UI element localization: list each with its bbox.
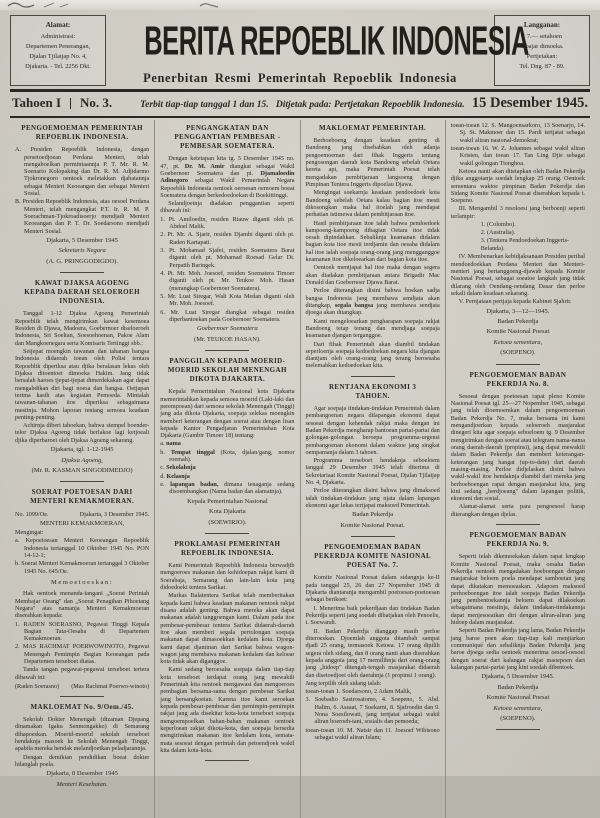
article [160, 540, 294, 761]
centered-line: Kota Djakarta [209, 508, 246, 516]
centered-line: (Mr. TEUKOE HASAN). [194, 335, 261, 343]
frequency-note: Terbit tiap-tiap tanggal 1 dan 15. [140, 100, 269, 110]
split-part: Djakarta, 3 Desember 1945. [79, 510, 150, 518]
column-4 [446, 120, 590, 818]
paragraph: I. Menerima baik pekerdjaan dan tindakan Badan Pekerdja seperti jang soedah dibatjakan oleh Penoelis, t. Soewandi. [305, 604, 440, 627]
centered-line: Menteri Kesehatan. [56, 780, 108, 788]
paragraph: Kami sedang beroesaha soepaja dalam tiap-tiap kota terseboet terdapat orang jang mewakili Pemerintah kita oentoek mengawasi dan mengoeroes pembagian bersama-sama dengan pembesar Sarikat jang bersangkoetan. Karena itoe kami seroekan kepada pembesar-pembesar dan pemimpin-pemimpin rakjat jang ada disekitar kota-kota terseboet soepaja mengoempoelkan bahan-bahan makanan oentoek keperloean rakjat dikota-kota, dan soepaja bersedia mengirimkan makanan itoe kedalam kota, semata-mata sesoeai dengan perintah dan petoendjoek wakil kita dalam kota-kota. [160, 666, 295, 754]
list-item: 1. (Colombo). [480, 221, 516, 229]
paragraph: Berhoeboeng dengan keadaan genting di Bandoeng jang disebabkan oleh adanja pengoemoeman dari fihak Inggeris tentang pengosongan daerah kota Bandoeng sebelah Oetara kereta api, maka Pemerintah Poesat telah mengadakan pembitjaraan langsoeng dengan Pimpinan Tentera Inggeris dipoelau Djawa. [305, 137, 440, 188]
article [15, 488, 149, 697]
paragraph: Programma terseboet hendaknja seboeloem tanggal 29 Desember 1945 telah diterima di Sekretariaat Komite Nasional Poesat, Djalan Tjilatjap No. 4, Djakarta. [305, 457, 440, 487]
masthead [0, 10, 600, 86]
article [451, 371, 585, 526]
centered-line: Komite Nasional Poesat [486, 694, 550, 702]
list-item: toean-toean 12. S. Mangoensarkoro, 13 Soenarjo, 14. Sj. St. Makmoer dan 15. Pardi tertjatat sebagai wakil aliran nasional-demokrat; [450, 122, 585, 144]
title-block [106, 15, 529, 86]
article [160, 357, 294, 534]
article-heading: KAWAT DJAKSA AGOENG KEPADA DAERAH SELOEROEH INDONESIA. [24, 279, 140, 306]
address-box [10, 15, 106, 86]
list-item: 3. Soebadio Sastrosatomo, 4. Soepeno, 5. Abd. Halim, 6. Assaat, 7 Soekarni, 8. Sjafroedin dan 9. Nona Soesilowati, jang tertjatat sebagai wakil aliran boeroeh-tani, sosialis dan pemoeda; [305, 696, 440, 726]
list-item: 3. Pt. Mohamad Sjafei, residen Soematera Barat diganti oleh pt. Mohamad Roesad Gelar Dt. Perpatih Baringek. [160, 247, 295, 269]
article [160, 124, 294, 351]
centered-line: (Mr. R. KASMAN SINGODIMEDJO) [31, 466, 133, 474]
box-line: Tel. Dng. 87 - 89. [519, 62, 565, 70]
address-box-lines [13, 32, 103, 72]
paragraph: toean-toean 1. Soedarsono, 2 Adam Malik, [305, 688, 412, 696]
list-item: d. Kelasnja [160, 472, 190, 480]
article-heading: PENGOEMOEMAN BADAN PEKERDJA KOMITE NASIONAL POESAT No. 7. [314, 543, 432, 570]
paragraph: Mengingat: [15, 528, 44, 536]
article-divider [496, 364, 540, 365]
box-line: dibajar dimoeka. [520, 42, 564, 50]
split-part: (Mas Rachmat Poerwo-winoto) [71, 683, 150, 691]
centered-line: (SOEWIRJO). [208, 518, 247, 526]
dateline-separator [70, 98, 71, 109]
article-heading: PENGOEMOEMAN BADAN PEKERDJA No. 9. [469, 531, 567, 549]
list-item: 1. Pt. Amiloedin, residen Riauw diganti oleh pt. Abdoel Malik. [160, 215, 295, 231]
subscription-box-title: Langganan: [523, 21, 561, 29]
paragraph: Sesoeai dengan poetoesan rapat pleno Komite Nasional Poesat tgl. 25—27 Nopember 1945, sebagai jang telah dioemoemkan dalam pengoemoeman Badan Pekerdja No. 7, maka bersama ini kami mengandjoerkan kepada seloeroeh masjarakat dinegeri kita agar soepaja seboeloem tg. 9 Desember mengirimkan dengan soerat atau telegram nama-nama orang daerah-daerah (propinsi), jang dapat mewakili dalam Badan Pekerdja dan memberi keterangan-keterangan jang hangat (up-to-date) dari daerah masing-masing. Perloe didjelaskan disini bahwa wakil-wakil itoe hendaknja diambil dari mereka jang berhoeboengan rapat dengan masjarakat kita, jang kini sedang „berdjoeang" dalam lapangan politik, ekonomi dan sosial. [450, 392, 585, 503]
centered-line: Djakarta, tgl. 1-12-1945 [50, 446, 114, 454]
paragraph: Markas Balatentera Sarikat telah memberitakan kepada kami bahwa keadaan makanan oentoek rakjat disana adalah genting. Bahwa mereka akan dapat makanan adalah tanggoengan kami. Dalam pada itoe pembesar-pembesar tentera Sarikat didaerah-daerah itoe akan memberi segala pertolongan soepaja makanan dapat dimasoekkan kedalam kota. Djoega kami dapat djaminan dari Sarikat bahwa wagon-wagon jang membawa makanan kedalam dan keloear kota tidak akan diganggoe. [160, 592, 295, 666]
article [15, 279, 149, 482]
centered-line: Djaksa Agoeng, [61, 456, 103, 464]
centered-line: Goebernoer Soematera [196, 325, 258, 333]
list-item: 5. Mr. Luat Siregar, Wali Kota Medan diganti oleh Mr. Moh. Joesoef. [160, 292, 295, 308]
paragraph: Dengan demikian pendidikan boeat dokter hilanglah poela. [15, 753, 150, 768]
article-divider [205, 760, 249, 761]
paragraph: III. Mengambil 3 resoloesi jang berboenji seperti terlampir: [450, 205, 585, 220]
centered-line: (SOEPENO). [500, 714, 536, 722]
centered-line: Djakarta, 8 Desember 1945 [46, 770, 118, 778]
paragraph: Dari fihak Pemerintah akan diambil tindakan seperloenja soepaja kedoedoekan negara kita djangan diantjam oleh orang-orang jang terang beroesaha melemahkan kedoedoekan kita. [305, 340, 440, 370]
centered-line: MENTERI KEMAKMOERAN, [40, 519, 125, 527]
list-item: b. Tempat tinggal (Kota, djalan/gang, nomor roemah). [160, 448, 295, 464]
list-item: toean-toean 10. M. Natsir dan 11. Joesoef Wibisono sebagai wakil aliran Islam; [305, 726, 440, 742]
article-heading: MAKLOEMAT No. 9/Oem./45. [30, 703, 134, 712]
volume-label: Tahoen I [12, 95, 62, 110]
article-divider [496, 524, 540, 525]
paragraph: II. Badan Pekerdja dianggap masih perloe diteroeskan. Djoemlah anggota ditambah sampai djadi 25 orang, termasoek Ketoea. 17 orang dipilih segera oleh sidang, dan 8 orang nanti akan diserahkan kepada anggota jang 17 memilihnja dari orang-orang jang „hidoep" ditengah-tengah masjarakat didaerah dan disetoedjoei oleh daerahnja (1 propinsi 1 orang). [305, 627, 440, 679]
split-part: (Raden Soerasno) [15, 683, 60, 691]
article [306, 543, 440, 741]
box-line: ƒ 7.— setahoen [522, 32, 562, 40]
column-2 [155, 120, 300, 818]
scan-edge-artifact [0, 0, 600, 10]
article-heading: PROKLAMASI PEMERINTAH REPOEBLIK INDONESIA. [174, 539, 281, 558]
paragraph: Dengan ketetapan kita tg. 5 Desember 1945 no. 47, pt. Dr. M. Amir diangkat sebagai Wakil Goebernoer Soematera dan pt. Djamaloedin Adinegoro sebagai Wakil Pemerintah Negara Repoeblik Indonesia oentoek oeroesan oemoem boeat Soematera dengan berkedoedoekan di Boekittinggi. [160, 155, 295, 199]
paragraph: Seperti Badan Pekerdja jang lama, Badan Pekerdja jang baroe poen akan tiap-tiap kali menjiarkan communiqué dan sebaliknja Badan Pekerdja jang baroe djoega sedia oentoek menerima oesoel-oesoel dengan soerat dari kalangan rakjat maoepoen dari kalangan partai-partai jang kini soedah dibentoek. [450, 627, 585, 671]
article-divider [496, 729, 540, 730]
paragraph: Sekolah Dokter Menengah (dizaman Djepang dinamakan Igaku Senmongakko) di Semarang dihapoeskan. Moerid-moerid sekolah terseboet hendaknja masoek ke Sekolah Menengah Tinggi, apabila mereka hendak melandjoetkan peladjarannja. [15, 716, 150, 753]
paragraph: V. Pernjataan pertjaja kepada Kabinet Sjahrir. [458, 298, 572, 306]
centered-line: Ketoea sementara, [493, 704, 543, 712]
paragraph: Tanda tangan pegawai-pegawai terseboet tertera dibawah ini: [15, 666, 150, 681]
centered-line: Djakarta, 5 Desember 1945 [46, 236, 118, 244]
article [451, 531, 585, 730]
article [306, 124, 440, 377]
centered-line: Badan Pekerdja [352, 511, 394, 519]
split-part: No. 1099/Oe. [15, 510, 49, 518]
paper-subtitle: Penerbitan Resmi Pemerintah Repoeblik Indonesia [143, 71, 457, 85]
list-item: b. Soerat Menteri Kemakmoeran tertanggal 3 Oktober 1945 No. 645/Oe. [15, 560, 150, 575]
paragraph: Agar soepaja tindakan-tindakan Pemerintah dalam pembangoenan negara dilapangan ekonomi dapat sesoeai dengan kehendak rakjat maka dengan ini Badan Pekerdja mengharap bantoean partai-partai dan golongan-golongan beroepa programma-urgensi pembangoenan ekonomi dalam waktoe jang singkat oempamanja dalam 3 tahoen. [305, 404, 440, 456]
address-box-title: Alamat: [45, 21, 71, 29]
paragraph: Komite Nasional Poesat dalam sidangnja ke-II pada tanggal 25, 26 dan 27 Nopember 1945 di Djakarta diantaranja mengambil poetoesan-poetoesan sebagai berikoet: [305, 574, 440, 604]
article-divider [60, 696, 104, 697]
centered-line: Kepala Pemerintahan Nasional [187, 497, 268, 505]
paper-title: BERITA REPOEBLIK INDONESIA [144, 17, 529, 64]
article-divider [351, 536, 395, 537]
article [15, 703, 149, 789]
column-3 [301, 120, 446, 818]
paragraph: Kami mengeloearkan pengharapan soepaja rakjat Bandoeng tetap tenang dan mendjaga soepaja keamanan djangan terganggoe. [305, 317, 440, 340]
split-line [15, 511, 149, 518]
article-heading: PENGOEMOEMAN PEMERINTAH REPOEBLIK INDONESIA. [21, 124, 143, 142]
box-line: Pertjetakan: [526, 52, 558, 60]
list-item: c. Sekolahnja [160, 464, 196, 472]
list-item: a. nama [160, 440, 181, 448]
box-line: Djalan Tjilatjap No. 4, [29, 52, 87, 60]
article-divider [60, 481, 104, 482]
list-item: 2. MAS RACHMAT POERWOWINOTO, Pegawai Menengah Pemimpin Bagian Keoeangan pada Departemen terseboet diatas. [15, 643, 150, 666]
columns [10, 120, 590, 818]
article-heading: RENTJANA EKONOMI 3 TAHOEN. [328, 382, 417, 400]
pencil-marks-decoration [4, 0, 244, 10]
column-1 [10, 120, 155, 818]
box-line: Departemen Penerangan, [25, 42, 91, 50]
paragraph: Alamat-alamat serta para pengoesoel harap diterangkan dengan djelas. [450, 503, 585, 518]
article [451, 122, 585, 365]
list-item: toean-toean 16. W. Z. Johannes sebagai wakil aliran Kristen, dan toean 17. Tan Ling Djie sebagai wakil golongan Tionghoa. [450, 144, 585, 167]
article [306, 383, 440, 537]
list-item: 2. Pt. Mr. A. Sjarir, residen Djambi diganti oleh pt. Raden Kartapati. [160, 231, 295, 246]
list-item: a. Kepoetoesan Menteri Keoeangan Repoeblik Indonesia tertanggal 10 Oktober 1945 No. PON 14-12-1; [15, 537, 150, 559]
list-item: 6. Mr. Luat Siregar diangkat sebagai residen diperbantoekan pada Goebernoer Soematera. [160, 308, 295, 323]
article-heading: PENGANGKATAN DAN PENGGANTIAN PEMBESAR - PEMBESAR SOEMATERA. [174, 124, 281, 151]
centered-line: Komite Nasional Poesat [486, 328, 550, 336]
list-item: 1. RADEN SOERASNO, Pegawai Tinggi Kepala Bagian Tata-Oesaha di Departemen Kemakmoeran. [15, 620, 150, 643]
centered-line: Djakarta, 3—12—1945. [486, 307, 550, 315]
split-line [15, 683, 149, 690]
paragraph: Setjepat moengkin tawanan dan tahanan bangsa Indonesia didaerah toean oleh Polisi tentara Repoeblik diperiksa atau djika beralasan lekas oleh Djaksa ditoentoet dimoeka Hakim. Jang tidak bersalah haroes tjepat-tjepat dimerdekakan agar dapat mengabdikan diri bagi noesa dan bangsa. Oetjapan terima kasih atas kegiatan Pemoeda. Mintalah tawanan-tahanan itoe diperiksa sebagaimana mestinja. Mohon laporan tentang semoea keadaan penting-penting. [15, 348, 150, 421]
paragraph: Jang terpilih oleh sidang ialah: [305, 679, 382, 687]
box-line: Administrasi: [40, 32, 76, 40]
article-divider [205, 350, 249, 351]
paragraph: Tanggal 1-12 Djaksa Agoeng Pemerintah Repoeblik telah mengirimkan kawat kesemoea Residen di Djawa, Madoera, Goebernoer diseloeroeh Indonesia, Sri Soeltan, Soesoehoenan, Pakoe Alam dan Mangkoenegara serta Komisaris Tertinggi sbb.: [15, 310, 150, 347]
list-item: B. Presiden Repoeblik Indonesia, atas oesoel Perdana Menteri, telah mengangkat P.T. Ir. R. M. P. Soerachman-Tjokroadisoerjo mendjadi Menteri Keoeangan dan P. T. Dr. Soedarsono mendjadi Menteri Sosial. [15, 198, 150, 235]
paragraph: Perloe diterangkan disini bahwa boekan sadja bangsa Indonesia jang membawa sendjata akan ditangkap, segala bangsa jang membawa sendjata djoega akan ditangkap. [305, 287, 440, 317]
paragraph: IV. Membenarkan kebidjaksanaan Presiden perihal mendoedoekkan Perdana Menteri dan Menteri-menteri jang bertanggoeng-djawab kepada Komite Nasional Poesat, sebagai soeatoe langkah jang tidak dilarang oleh Oendang-oendang Dasar dan perloe sekali dalam keadaan sekarang. [450, 253, 585, 297]
article-divider [205, 533, 249, 534]
paragraph: Hak oentoek menanda-tangani „Soerat Perintah Membajar Oeang" dan „Soerat Penagihan Pihoetang Negara" atas namanja Menteri Kemakmoeran diserahkan kepada: [15, 590, 150, 620]
paragraph: Kami Pemerintah Repoeblik Indonesia berwadjib mengoeroes makanan dan kehidoepan rakjat kami di Soerabaja, Semarang dan lain-lain kota jang didoedoeki tentera Sarikat. [160, 562, 295, 592]
centered-line: Badan Pekerdja [497, 683, 539, 691]
article-heading: SOERAT POETOESAN DARI MENTERI KEMAKMOERAN. [30, 488, 135, 506]
paragraph: Achirnja diberi tahoekan, bahwa stempel boender-telor Djaksa Agoeng tidak berlakoe lagi ketjoeali djika diperbaroei oleh Djaksa Agoeng sekarang. [15, 422, 150, 444]
printer-note: Ditjetak pada: Pertjetakan Repoeblik Indonesia. [275, 100, 465, 110]
centered-line: Komite Nasional Poesat. [340, 521, 405, 529]
list-item: e. lapangan badan, dimana tenaganja sedang disoembangkan (Nama badan dan alamatnja). [160, 481, 295, 496]
centered-line: Ketoea sementara, [493, 338, 543, 346]
list-item: 4. Pt. Mr. Moh. Joesoef, residen Soematera Timoer diganti oleh pt. Mr. Teukoe Moh. Hasan (merangkap Goebernoer Soematera). [160, 269, 295, 292]
centered-line: Memoetoeskan: [50, 578, 114, 586]
list-item: 2. (Australia). [480, 229, 516, 237]
dateline [10, 89, 590, 118]
paragraph: Perloe diterangkan disini bahwa jang dimaksoed ialah tindakan-tindakan jang njata dalam lapangan ekonomi agar lekas tertjapai maksoed Pemerintah. [305, 487, 440, 510]
list-item: 3. (Tentera Pendoedoekan Inggeris-Belanda). [480, 237, 569, 253]
centered-line: (SOEPENO). [500, 349, 536, 357]
article-divider [60, 272, 104, 273]
article-heading: PENGOEMOEMAN BADAN PEKERDJA No. 8. [469, 370, 567, 388]
article-heading: PANGGILAN KEPADA MOERID-MOERID SEKOLAH MENENGAH DIKOTA DJAKARTA. [167, 357, 287, 384]
paragraph: Hasil pembitjaraan itoe ialah bahwa pendoedoek kampoeng-kampoeng dibagian Oetara itoe tidak oesah dipindahkan. Sebaliknja keamanan didalam bagian kota itoe mesti terdjamin dan oesaha didalam hal itoe ialah soepaja orang-orang jang mengganggoe keamanan itoe dikeloearkan dari bagian kota itoe. [305, 219, 440, 264]
paragraph: Selandjoetnja diadakan penggantian seperti dibawah ini: [160, 200, 295, 215]
paragraph: Mengingat soekarnja keadaan pendoedoek kota Bandoeng sebelah Oetara kalau bagian itoe mesti dikosongkan maka hal itoelah jang mendapat perhatian istimewa dalam pembitjaraan itoe. [305, 189, 440, 219]
box-line: Djakarta. - Tel. 2256 Dkt. [25, 62, 91, 70]
centered-line: Sekretaris Negara [58, 247, 106, 255]
article [15, 124, 149, 273]
centered-line: Badan Pekerdja [497, 317, 539, 325]
paragraph: Kepala Pemerintahan Nasional kota Djakarta memerintahkan kepada semoea moerid (Laki-laki dan perempoean) dari semoea sekolah Menengah (Tinggi) jang ada dikota Djakarta, soepaja selekas moengkin memberi keterangan dengan soerat atau dengan lisan kepada Kantor Pengadjaran Pemerintahan Kota Djakarta (Gambir Timoer 18) tentang: [160, 388, 295, 440]
article-heading: MAKLOEMAT PEMERINTAH. [319, 124, 427, 132]
article-divider [351, 376, 395, 377]
centered-line: (A. G. PRINGGODIGDO). [46, 257, 118, 265]
paragraph: Oentoek mentjapai hal itoe maka dengan segera akan diadakan pembitjaraan antara Brigadir Mac Donald dan Goebernoer Djawa Barat. [305, 264, 440, 287]
issue-date: 15 Desember 1945. [471, 95, 588, 111]
paragraph: Ketoea nanti akan ditetapkan oleh Badan Pekerdja djika anggotanja soedah lengkap 25 orang. Oentoek sementara waktoe pimpinan Badan Pekerdja dan Sidang Komite Nasional Poesat diserahkan kepada t. Soepeno. [450, 167, 585, 205]
centered-line: Djakarta, 5 Desember 1945. [481, 673, 555, 681]
paragraph: Seperti telah dikemoekakan dalam rapat lengkap Komite Nasional Poesat, maka oesaha Badan Pekerdja oentoek mengadakan hoeboengan dengan masjarakat beloem poela mendapat samboetan jang dapat dikatakan memoeaskan. Adapoen maksoed perhoeboengan itoe ialah soepaja Badan Pekerdja jang pembentoekannja beloem dapat dilakoekan sebagaimana mestinja, dalam tindakan-tindakannja dapat menjesoeaikan diri dengan aliran-aliran jang hidoep dalam masjarakat. [450, 553, 585, 627]
issue-number: No. 3. [80, 95, 113, 110]
list-item: A. Presiden Repoeblik Indonesia, dengan persetoedjoean Perdana Menteri, telah mengaboelkan permintaannja P. T. Mr. R. M. Soenario Kolopaking dan Dr. R. M. Adjidarmo Tjokronegoro oentoek meletakkan djabatannja sebagai Menteri Keoeangan dan sebagai Menteri Sosial. [15, 146, 150, 198]
